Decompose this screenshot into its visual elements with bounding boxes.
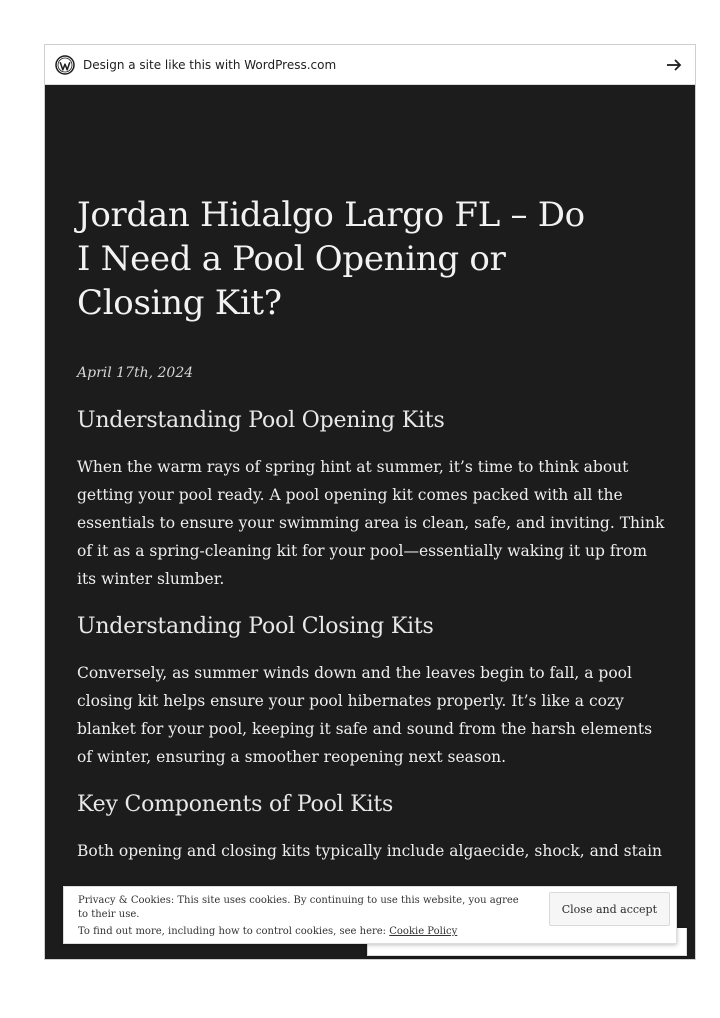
post-content bbox=[77, 193, 667, 885]
post-title: Jordan Hidalgo Largo FL – Do I Need a Pool Opening or Closing Kit? bbox=[77, 195, 585, 323]
section-heading: Understanding Pool Opening Kits bbox=[77, 408, 445, 433]
arrow-right-icon[interactable] bbox=[665, 56, 683, 74]
post-date: April 17th, 2024 bbox=[77, 365, 194, 381]
cookie-policy-link[interactable]: Cookie Policy bbox=[389, 926, 458, 937]
section-heading: Understanding Pool Closing Kits bbox=[77, 614, 434, 639]
close-and-accept-button[interactable]: Close and accept bbox=[549, 892, 670, 926]
section-heading: Key Components of Pool Kits bbox=[77, 792, 394, 817]
cookie-more-info-prefix: To find out more, including how to control cookies, see here: bbox=[78, 926, 387, 937]
cookie-banner bbox=[63, 886, 677, 944]
browser-frame bbox=[44, 44, 696, 960]
cookie-notice-line: Privacy & Cookies: This site uses cookies. By continuing to use this website, you agree to their use. bbox=[78, 895, 519, 920]
section-paragraph: When the warm rays of spring hint at summer, it’s time to think about getting your pool ready. A pool opening kit comes packed with all the essentials to ensure your swimming area is clean, safe, and inviting. Think of it as a spring-cleaning kit for your pool—essentially waking it up from its winter slumber. bbox=[77, 458, 665, 588]
cookie-text bbox=[78, 894, 528, 939]
cookie-more-info-line bbox=[78, 925, 528, 939]
wordpress-banner[interactable] bbox=[45, 45, 695, 85]
section-paragraph: Both opening and closing kits typically include algaecide, shock, and stain bbox=[77, 842, 663, 860]
wordpress-banner-text[interactable]: Design a site like this with WordPress.com bbox=[83, 57, 337, 72]
section-paragraph: Conversely, as summer winds down and the leaves begin to fall, a pool closing kit helps ensure your pool hibernates properly. It’s like a cozy blanket for your pool, keeping it safe and sound from the harsh elements of winter, ensuring a smoother reopening next season. bbox=[77, 664, 653, 766]
wordpress-logo-icon bbox=[55, 55, 75, 75]
